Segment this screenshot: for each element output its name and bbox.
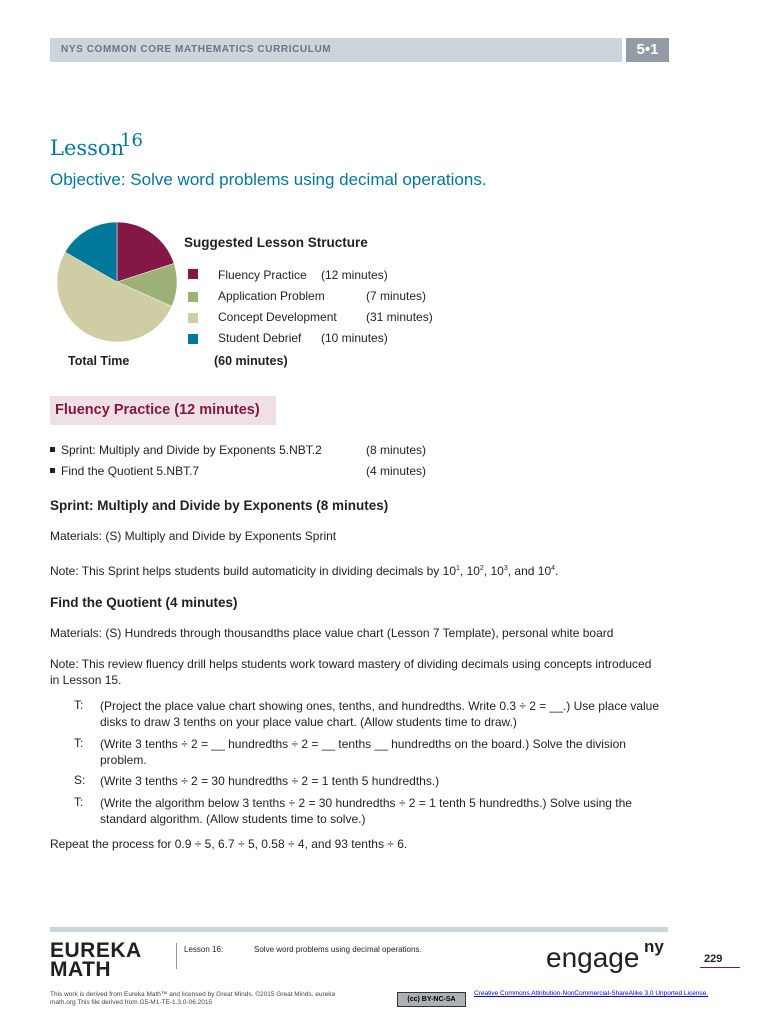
cc-license-link[interactable]: Creative Commons Attribution-NonCommercial-ShareAlike 3.0 Unported License. [474,990,709,997]
legend-swatch-debrief [188,334,198,344]
repeat-instruction: Repeat the process for 0.9 ÷ 5, 6.7 ÷ 5, 0.58 ÷ 4, and 93 tenths ÷ 6. [50,837,408,851]
quotient-heading: Find the Quotient (4 minutes) [50,595,238,610]
legend-time-fluency: (12 minutes) [321,268,388,282]
total-time-value: (60 minutes) [214,354,288,368]
eureka-math-logo: EUREKA MATH [50,939,142,981]
page-number: 229 [704,953,723,965]
cc-license-badge: (cc) BY-NC-SA [397,992,466,1007]
legend-time-concept: (31 minutes) [366,310,433,324]
quotient-note: Note: This review fluency drill helps students work toward mastery of dividing decimals using concepts introduced in Lesson 15. [50,657,652,687]
bullet-text: Find the Quotient 5.NBT.7 [61,464,200,478]
structure-heading: Suggested Lesson Structure [184,235,368,250]
legend-label-concept: Concept Development [218,310,337,324]
lesson-word: Lesson [50,136,125,160]
dialogue-line: (Write the algorithm below 3 tenths ÷ 2 = 30 hundredths ÷ 2 = 1 tenth 5 hundredths.) Solve using the standard algorithm. (Allow students time to solve.) [100,796,632,826]
legend-time-application: (7 minutes) [366,289,427,303]
engageny-logo: engage [546,942,640,973]
dialogue-line: (Project the place value chart showing ones, tenths, and hundredths. Write 0.3 ÷ 2 = __.) Use place value disks to draw 3 tenths on your place value chart. (Allow students time to draw.) [100,699,660,729]
legend-label-debrief: Student Debrief [218,331,302,345]
legend-swatch-fluency [188,269,198,279]
dialogue-speaker: T: [74,698,84,712]
legend-label-fluency: Fluency Practice [218,268,307,282]
lesson-number: 16 [120,130,143,151]
lesson-structure-pie [55,218,179,346]
grade-module-badge: 5•1 [626,38,669,62]
legend-label-application: Application Problem [218,289,325,303]
fluency-heading: Fluency Practice (12 minutes) [55,402,260,418]
lesson-objective: Objective: Solve word problems using decimal operations. [50,170,487,189]
dialogue-speaker: T: [74,795,84,809]
total-time-label: Total Time [68,354,130,368]
fluency-bullet-quotient-time: (4 minutes) [366,464,427,478]
curriculum-title: NYS COMMON CORE MATHEMATICS CURRICULUM [61,44,332,55]
sprint-note: Note: This Sprint helps students build automaticity in dividing decimals by $10^1$, $10^2$, $10^3$, and $10^4$. [50,564,559,578]
sprint-materials: Materials: (S) Multiply and Divide by Exponents Sprint [50,529,337,543]
footer-lesson-title: Solve word problems using decimal operations. [254,945,422,954]
legend-time-debrief: (10 minutes) [321,331,388,345]
sprint-heading: Sprint: Multiply and Divide by Exponents (8 minutes) [50,498,389,513]
fluency-bullet-sprint-time: (8 minutes) [366,443,427,457]
bullet-marker [50,468,55,473]
dialogue-line: (Write 3 tenths ÷ 2 = __ hundredths ÷ 2 = __ tenths __ hundredths on the board.) Solve the division problem. [100,737,626,767]
footer-rule [50,927,668,932]
dialogue-speaker: S: [74,773,86,787]
dialogue-speaker: T: [74,736,84,750]
fluency-bullet-sprint [50,443,322,457]
footer-divider [176,943,177,969]
legend-swatch-concept [188,313,198,323]
engageny-logo-ny: ny [644,937,664,956]
bullet-text: Sprint: Multiply and Divide by Exponents 5.NBT.2 [61,443,322,457]
quotient-materials: Materials: (S) Hundreds through thousandths place value chart (Lesson 7 Template), personal white board [50,626,614,640]
fluency-bullet-quotient [50,464,199,478]
footer-lesson: Lesson 16: [184,945,224,954]
legend-swatch-application [188,292,198,302]
license-note: This work is derived from Eureka Math™ and licensed by Great Minds. ©2015 Great Minds. eureka math.org This file derived from G5-M1-TE-1.3.0-06.2015 [50,991,336,1006]
bullet-marker [50,447,55,452]
page-number-rule [700,967,740,968]
dialogue-line: (Write 3 tenths ÷ 2 = 30 hundredths ÷ 2 = 1 tenth 5 hundredths.) [100,774,440,788]
